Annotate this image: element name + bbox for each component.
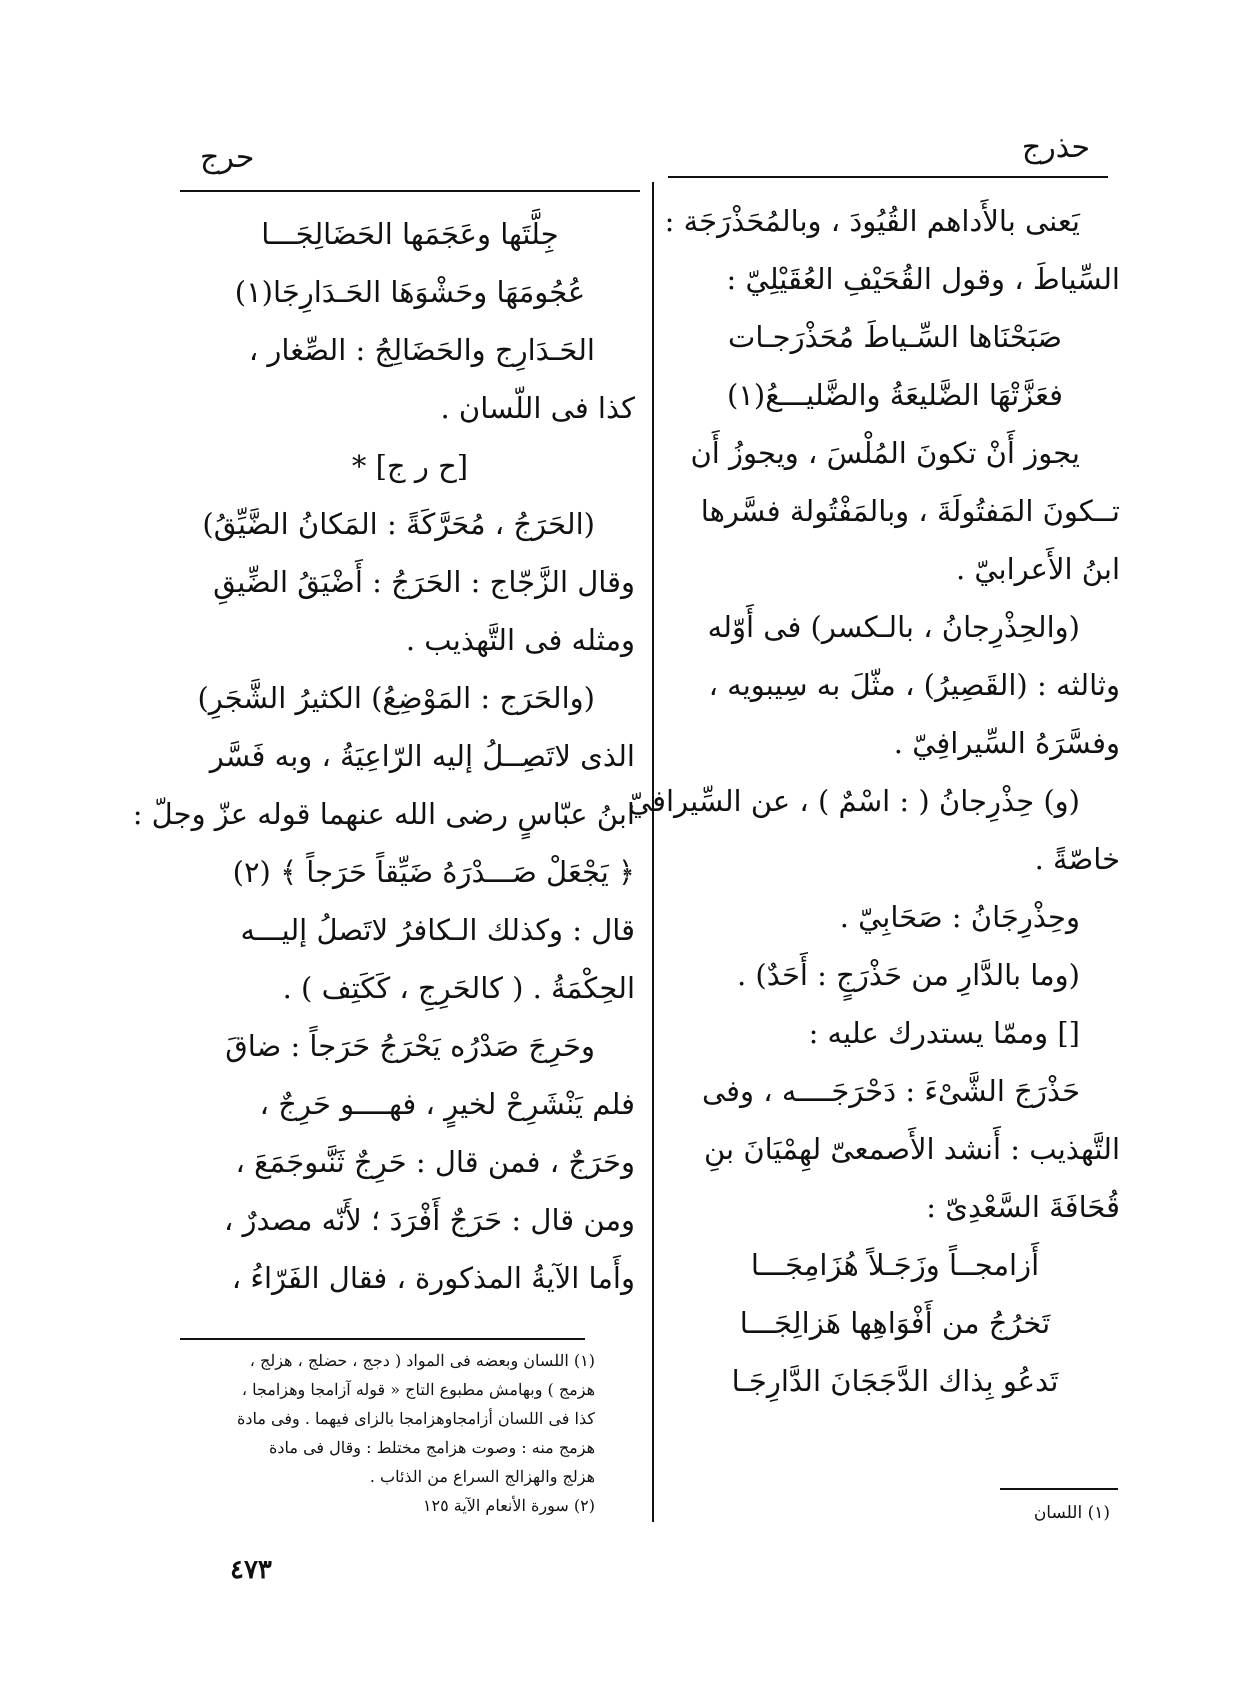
text-line: (الحَرَجُ ، مُحَرَّكَةً : المَكانُ الضَّيِّقُ) (202, 507, 595, 541)
text-line: كذا فى اللّسان . (440, 391, 635, 425)
text-line: خاصّةً . (1034, 842, 1120, 876)
column-divider (652, 182, 654, 1522)
text-line: فلم يَنْشَرِحْ لخيرٍ ، فهــــو حَرِجٌ ، (259, 1087, 635, 1121)
text-line: ﴿ يَجْعَلْ صَـــدْرَهُ ضَيِّقاً حَرَجاً ﴾ (٢) (232, 855, 635, 889)
text-line: (وما بالدَّارِ من حَذْرَجٍ : أَحَدٌ) . (736, 958, 1080, 992)
running-header-left: حرج (200, 140, 255, 175)
text-line: يَعنى بالأَداهم القُيُودَ ، وبالمُحَذْرَجَة : (664, 204, 1080, 238)
verse-line: صَبَحْنَاها السِّـياطَ مُحَذْرَجـات (728, 320, 1062, 354)
text-line: ومثله فى التَّهذيب . (405, 623, 635, 657)
entry-heading: [ح ر ج] * (351, 449, 469, 483)
header-rule-left (180, 190, 640, 192)
footnote: (١) اللسان (1033, 1503, 1110, 1523)
text-line: الحِكْمَةُ . ( كالحَرِجِ ، كَكَتِف ) . (282, 971, 635, 1005)
text-line: قال : وكذلك الـكافرُ لاتَصلُ إليـــه (240, 913, 635, 947)
verse-line: جِلَّتَها وعَجَمَها الحَضَالِجَـــا (261, 217, 559, 251)
text-line: ابنُ الأَعرابيّ . (955, 552, 1120, 586)
footnotes-left (185, 1346, 595, 1520)
footnote: هزمج منه : وصوت هزامج مختلط : وقال فى مادة (269, 1438, 595, 1457)
text-line: الذى لاتَصِــلُ إليه الرّاعِيَةُ ، وبه فَسَّر (209, 739, 635, 773)
verse-line: تَدعُو بِذاك الدَّجَجَانَ الدَّارِجَـا (731, 1364, 1059, 1398)
verse-line: فعَزَّتْهَا الضَّليعَةُ والضَّليـــعُ(١) (726, 378, 1064, 412)
footnote: (١) اللسان وبعضه فى المواد ( دجج ، حضلج ، هزلج ، (249, 1351, 595, 1370)
footnote: هزلج والهزالج السراع من الذئاب . (369, 1467, 595, 1486)
footnotes-right (950, 1498, 1110, 1528)
text-line: التَّهذيب : أَنشد الأَصمعىّ لهِمْيَانَ بنِ (703, 1132, 1120, 1166)
text-line: (والحِذْرِجانُ ، بالـكسر) فى أَوّله (707, 610, 1080, 644)
text-line: حَذْرَجَ الشَّىْءَ : دَحْرَجَــــه ، وفى (701, 1074, 1080, 1108)
text-line: (والحَرَج : المَوْضِعُ) الكثيرُ الشَّجَرِ) (197, 681, 595, 715)
text-line: وأَما الآيةُ المذكورة ، فقال الفَرّاءُ ، (231, 1261, 635, 1295)
text-line: وفسَّرَهُ السِّيرافِيّ . (893, 726, 1120, 760)
footnote: هزمج ) وبهامش مطبوع التاج « قوله آزامجا وهزامجا ، (241, 1380, 595, 1399)
page-number: ٤٧٣ (230, 1555, 272, 1585)
text-line: وثالثه : (القَصِيرُ) ، مثّلَ به سِيبويه ، (708, 668, 1120, 702)
text-line: وحِذْرِجَانُ : صَحَابِيّ . (839, 900, 1080, 934)
verse-line: عُجُومَهَا وحَشْوَهَا الحَـدَارِجَا(١) (234, 275, 586, 309)
text-line: وحَرِجَ صَدْرُه يَحْرَجُ حَرَجاً : ضاقَ (225, 1029, 595, 1063)
text-line: وقال الزَّجّاج : الحَرَجُ : أَضْيَقُ الضِّيقِ (213, 565, 635, 599)
text-line: [] وممّا يستدرك عليه : (808, 1016, 1080, 1050)
verse-line: أَزامجــاً وزَجَـلاً هُزَامِجَـــا (750, 1248, 1040, 1282)
header-rule-right (668, 176, 1108, 178)
text-line: ومن قال : حَرَجٌ أَفْرَدَ ؛ لأَنّه مصدرٌ ، (223, 1203, 635, 1237)
running-header-right: حذرج (1021, 130, 1090, 165)
text-line: (و) حِذْرِجانُ ( : اسْمٌ ) ، عن السِّيرافيّ (628, 784, 1080, 818)
text-line: السِّياطَ ، وقول القُحَيْفِ العُقَيْلِيّ : (726, 262, 1120, 296)
text-line: وحَرَجٌ ، فمن قال : حَرِجٌ ثَنَّىوجَمَعَ ، (235, 1145, 635, 1179)
footnote: (٢) سورة الأنعام الآية ١٢٥ (422, 1496, 595, 1515)
text-line: ابنُ عبّاسٍ رضى الله عنهما قوله عزّ وجلّ : (132, 797, 635, 831)
footnote: كذا فى اللسان أزامجاوهزامجا بالزاى فيهما . وفى مادة (237, 1409, 595, 1428)
text-line: يجوز أَنْ تكونَ المُلْسَ ، ويجوزُ أَن (690, 436, 1080, 470)
right-column (628, 192, 1120, 1410)
text-line: قُحَافَةَ السَّعْدِىّ : (926, 1190, 1120, 1224)
left-column (132, 205, 635, 1307)
text-line: تــكونَ المَفتُولَةَ ، وبالمَفْتُولة فسَّرها (700, 494, 1120, 528)
footnote-rule-right (1000, 1488, 1118, 1490)
footnote-rule-left (180, 1338, 585, 1340)
text-line: الحَـدَارِج والحَضَالِجُ : الصِّغار ، (248, 333, 595, 367)
verse-line: تَخرُجُ من أَفْوَاهِها هَزالِجَـــا (739, 1306, 1051, 1340)
